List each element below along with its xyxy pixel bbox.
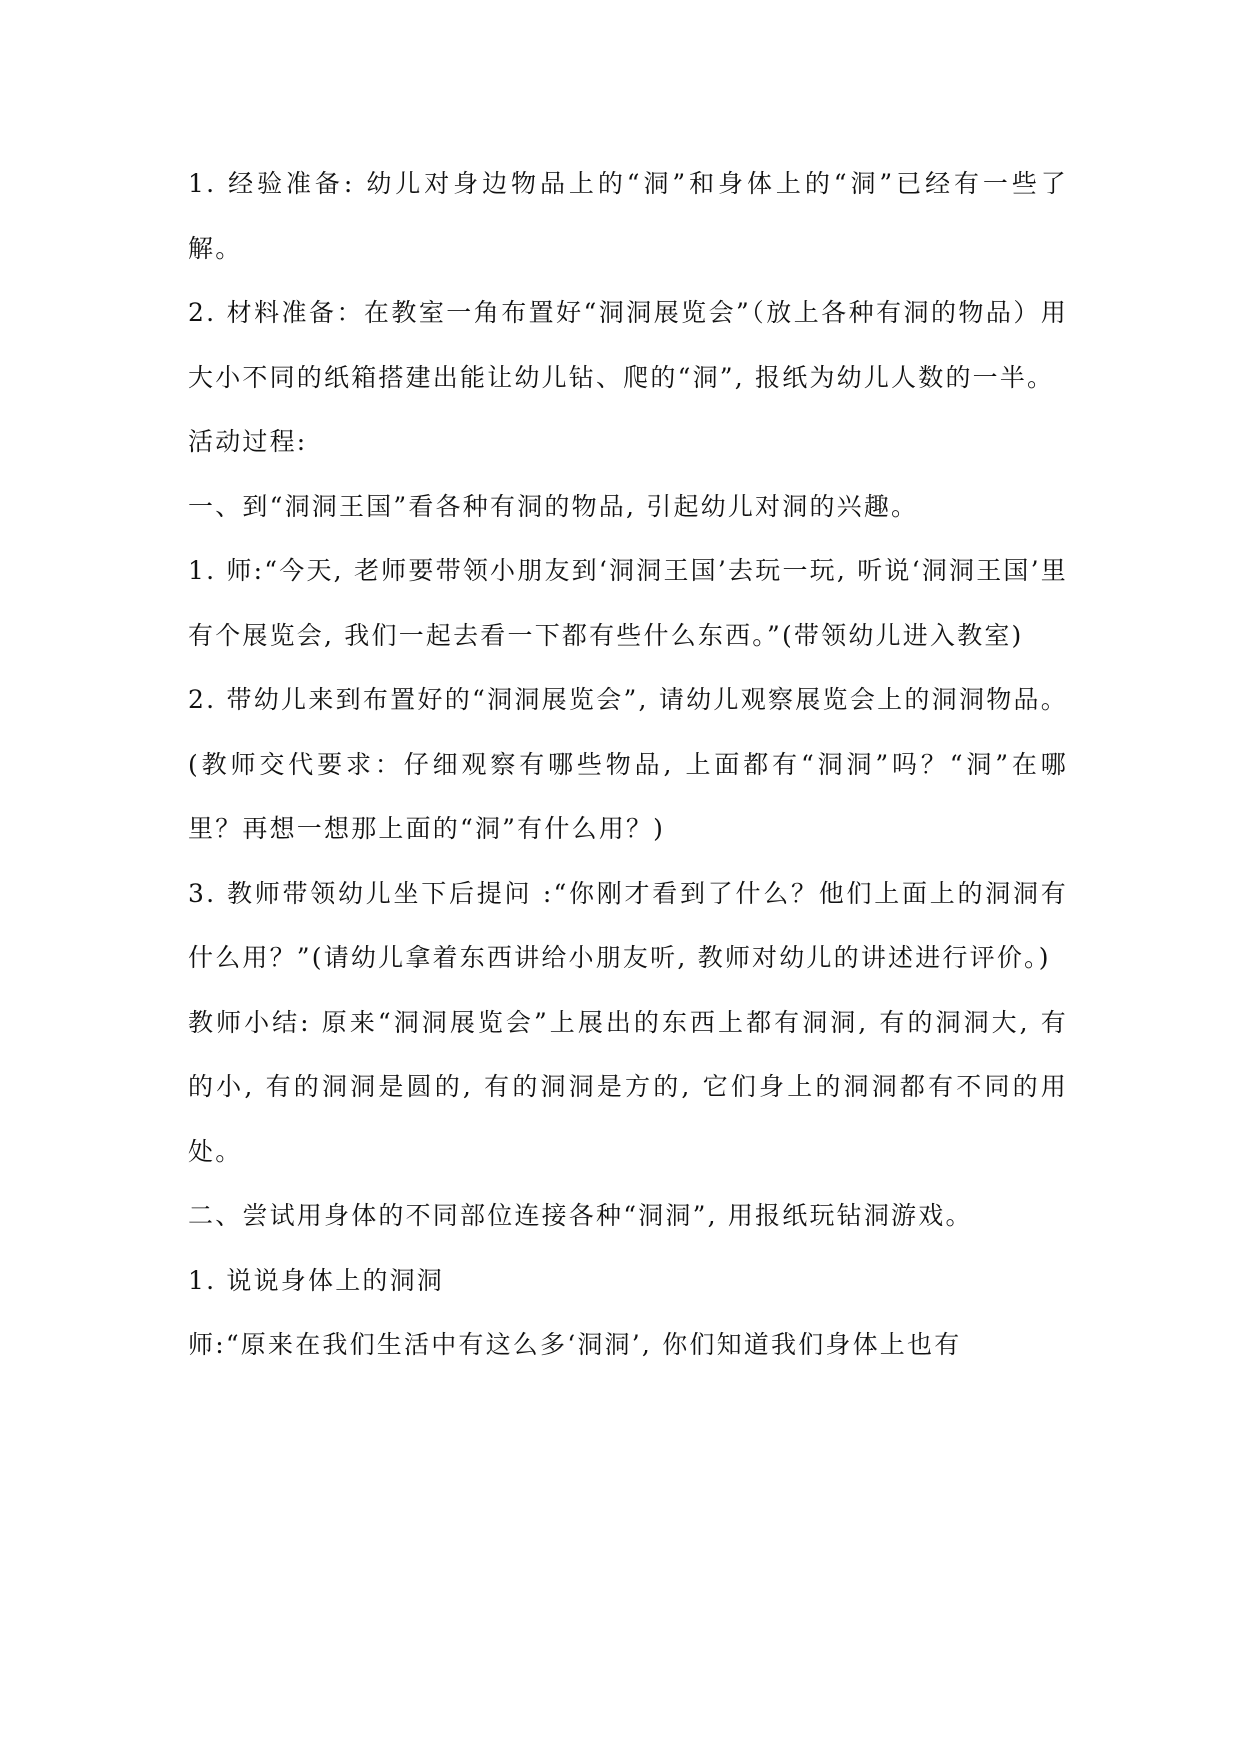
- paragraph-section-one-heading: 一、到“洞洞王国”看各种有洞的物品, 引起幼儿对洞的兴趣。: [188, 491, 919, 521]
- paragraph-activity-process-heading: 活动过程:: [188, 427, 308, 456]
- paragraph-step-1: 1. 师:“今天, 老师要带领小朋友到‘洞洞王国’去玩一玩, 听说‘洞洞王国’里有个展览会, 我们一起去看一下都有些什么东西。”(带领幼儿进入教室): [188, 556, 1068, 650]
- paragraph-material-prep: 2. 材料准备：在教室一角布置好“洞洞展览会”（放上各种有洞的物品）用大小不同的纸箱搭建出能让幼儿钻、爬的“洞”, 报纸为幼儿人数的一半。: [188, 298, 1068, 392]
- document-body: [188, 152, 1068, 1378]
- paragraph-section-two-heading: 二、尝试用身体的不同部位连接各种“洞洞”, 用报纸玩钻洞游戏。: [188, 1201, 973, 1230]
- paragraph-step-3: 3. 教师带领幼儿坐下后提问 :“你刚才看到了什么？他们上面上的洞洞有什么用？”(请幼儿拿着东西讲给小朋友听, 教师对幼儿的讲述进行评价。): [188, 878, 1068, 972]
- paragraph-step-2: 2. 带幼儿来到布置好的“洞洞展览会”, 请幼儿观察展览会上的洞洞物品。(教师交代要求：仔细观察有哪些物品, 上面都有“洞洞”吗？“洞”在哪里？再想一想那上面的“洞”有什么用？): [188, 685, 1068, 843]
- paragraph-body-holes-heading: 1. 说说身体上的洞洞: [188, 1265, 444, 1295]
- paragraph-teacher-summary: 教师小结: 原来“洞洞展览会”上展出的东西上都有洞洞, 有的洞洞大, 有的小, 有的洞洞是圆的, 有的洞洞是方的, 它们身上的洞洞都有不同的用处。: [188, 1007, 1068, 1166]
- paragraph-teacher-quote: 师:“原来在我们生活中有这么多‘洞洞’, 你们知道我们身体上也有: [188, 1330, 962, 1359]
- paragraph-experience-prep: 1. 经验准备: 幼儿对身边物品上的“洞”和身体上的“洞”已经有一些了解。: [188, 169, 1068, 263]
